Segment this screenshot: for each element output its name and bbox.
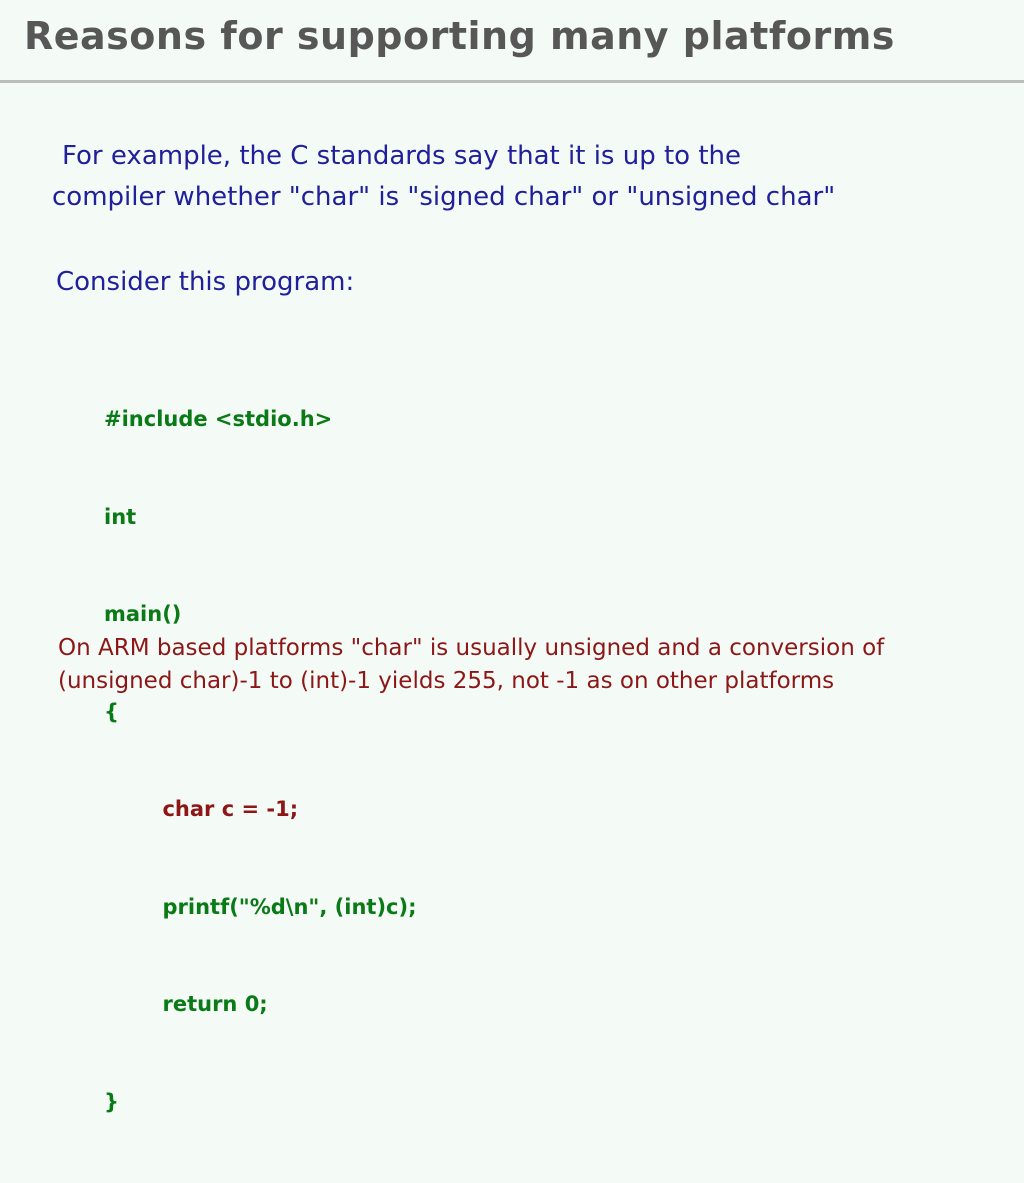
intro-paragraph bbox=[52, 136, 992, 218]
code-line: printf("%d\n", (int)c); bbox=[104, 894, 417, 919]
consider-line: Consider this program: bbox=[56, 267, 355, 297]
title-divider bbox=[0, 80, 1024, 83]
page-title: Reasons for supporting many platforms bbox=[24, 14, 895, 58]
code-line: { bbox=[104, 699, 119, 724]
note-line-1: On ARM based platforms "char" is usually unsigned and a conversion of bbox=[58, 635, 885, 661]
intro-line-1: For example, the C standards say that it is up to the bbox=[62, 141, 742, 171]
code-line: char c = -1; bbox=[104, 797, 299, 821]
note-paragraph bbox=[58, 632, 988, 698]
code-line: int bbox=[104, 504, 137, 529]
code-line: return 0; bbox=[104, 992, 268, 1016]
code-line: main() bbox=[104, 602, 182, 626]
note-line-2: (unsigned char)-1 to (int)-1 yields 255, not -1 as on other platforms bbox=[58, 668, 835, 694]
code-listing bbox=[104, 338, 417, 1183]
code-line: #include <stdio.h> bbox=[104, 407, 333, 431]
code-line: } bbox=[104, 1089, 119, 1114]
intro-line-2: compiler whether "char" is "signed char" or "unsigned char" bbox=[52, 182, 836, 212]
